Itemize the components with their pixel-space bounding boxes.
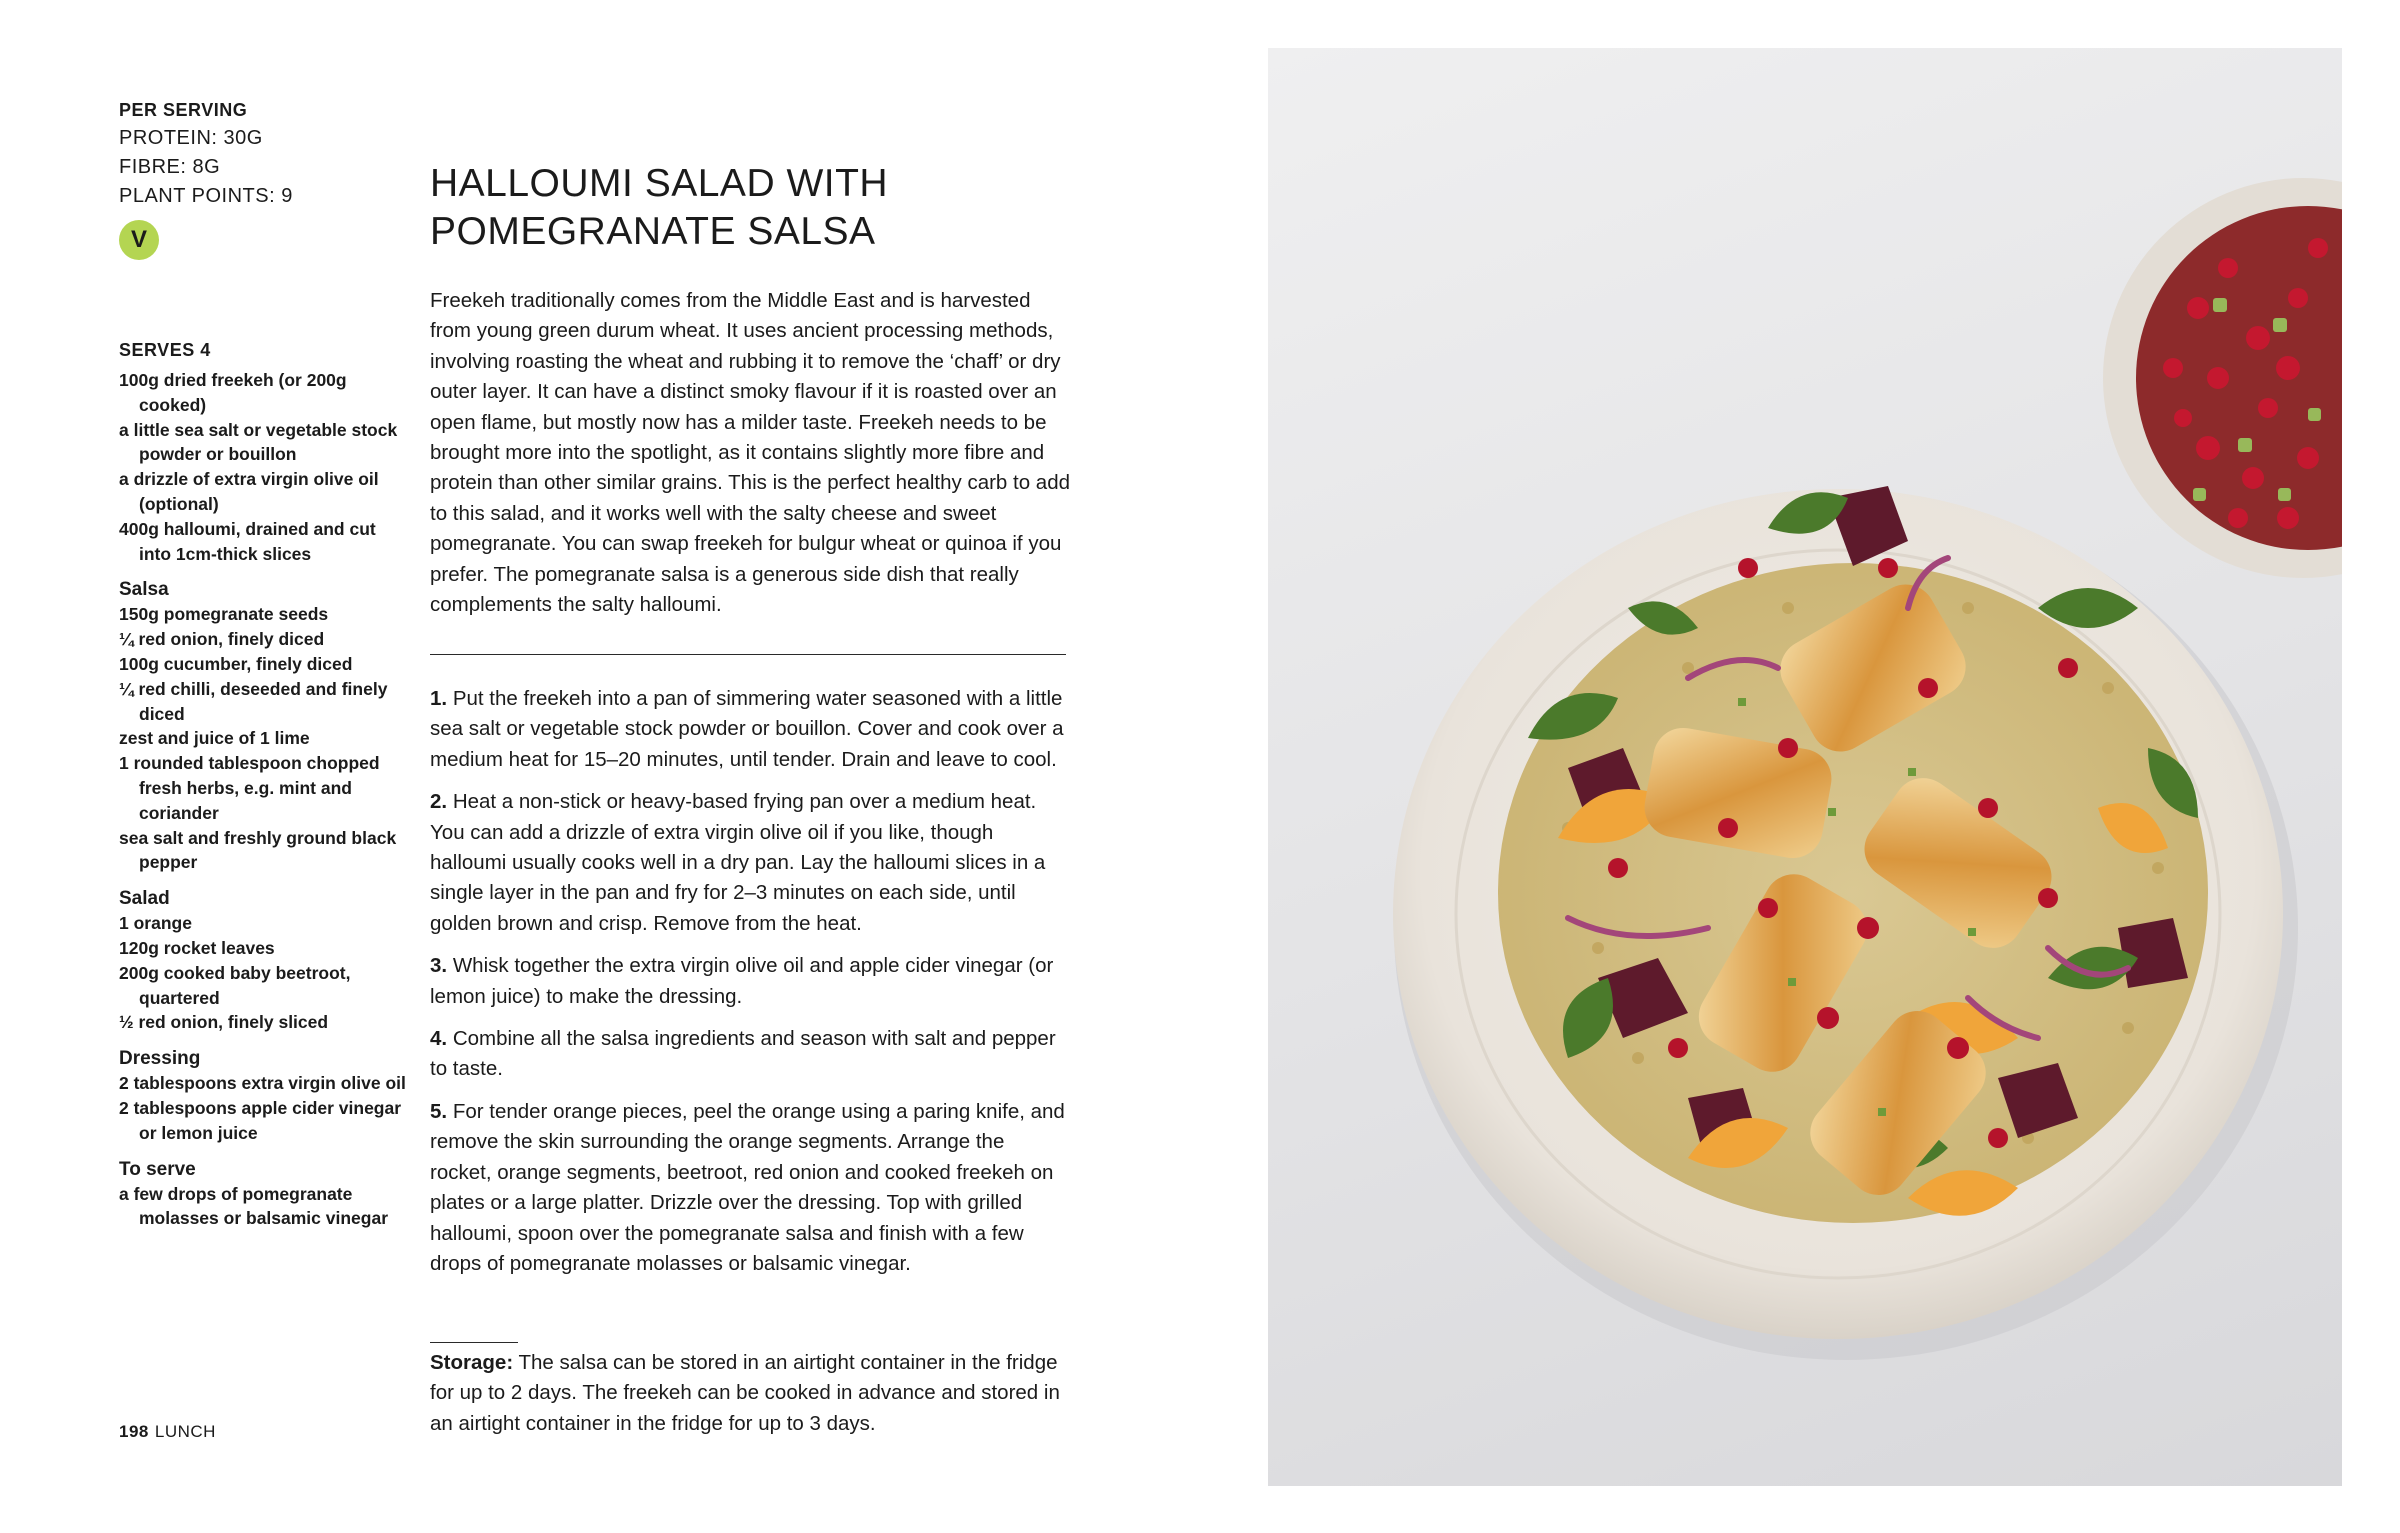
step-text: For tender orange pieces, peel the orange using a paring knife, and remove the skin surrounding the orange segments. Arrange the rocket, orange segments, beetroot, red onion and cooked freekeh on plates or a large platter. Drizzle over the dressing. Top with grilled halloumi, spoon over the pomegranate salsa and finish with a few drops of pomegranate molasses or balsamic vinegar.	[430, 1099, 1065, 1275]
ingredient-item: a few drops of pomegranate molasses or balsamic vinegar	[119, 1183, 389, 1229]
serves-heading: SERVES 4	[119, 340, 211, 360]
vegetarian-badge-icon: V	[119, 220, 159, 260]
title-line-2: POMEGRANATE SALSA	[430, 210, 876, 253]
storage-text: The salsa can be stored in an airtight container in the fridge for up to 2 days. The freekeh can be cooked in advance and stored in an airtight container in the fridge for up to 3 days.	[430, 1351, 1060, 1435]
ingredient-item: 200g cooked baby beetroot, quartered	[119, 962, 351, 1008]
step-text: Heat a non-stick or heavy-based frying pan over a medium heat. You can add a drizzle of extra virgin olive oil if you like, though halloumi usually cooks well in a dry pan. Lay the halloumi slices in a single layer in the pan and fry for 2–3 minutes on each side, until golden brown and crisp. Remove from the heat.	[430, 790, 1046, 935]
step-number: 1.	[430, 687, 448, 710]
ingredient-item: zest and juice of 1 lime	[119, 728, 310, 749]
fibre-line: FIBRE: 8G	[119, 156, 221, 178]
page-footer	[119, 1422, 216, 1442]
ingredient-item: sea salt and freshly ground black pepper	[119, 827, 397, 873]
method-step	[430, 787, 1070, 939]
recipe-title	[430, 160, 1070, 256]
salad-heading: Salad	[119, 888, 170, 910]
storage-label: Storage:	[430, 1351, 514, 1374]
page-number: 198	[119, 1422, 149, 1441]
ingredient-item: ½ red onion, finely sliced	[119, 1012, 329, 1033]
step-number: 5.	[430, 1099, 448, 1123]
ingredient-item: ¼ red chilli, deseeded and finely diced	[119, 678, 388, 724]
ingredient-item: 100g cucumber, finely diced	[119, 653, 353, 674]
ingredient-item: 2 tablespoons extra virgin olive oil	[119, 1073, 406, 1094]
section-name: LUNCH	[154, 1422, 216, 1441]
divider	[430, 654, 1066, 655]
ingredient-item: 150g pomegranate seeds	[119, 604, 329, 625]
to-serve-heading: To serve	[119, 1158, 196, 1180]
storage-note	[430, 1348, 1070, 1439]
method-step	[430, 1024, 1070, 1085]
recipe-photo	[1268, 48, 2342, 1486]
ingredient-item: 100g dried freekeh (or 200g cooked)	[119, 370, 347, 415]
method-step	[430, 1097, 1070, 1279]
step-text: Put the freekeh into a pan of simmering water seasoned with a little sea salt or vegetable stock powder or bouillon. Cover and cook over a medium heat for 15–20 minutes, until tender. Drain and leave to cool.	[430, 687, 1064, 771]
ingredient-item: ¼ red onion, finely diced	[119, 629, 325, 650]
main-ingredients	[119, 368, 409, 566]
dressing-heading: Dressing	[119, 1048, 201, 1070]
ingredient-item: a little sea salt or vegetable stock powder or bouillon	[119, 419, 398, 465]
ingredient-item: 2 tablespoons apple cider vinegar or lemon juice	[119, 1097, 402, 1143]
ingredients-list	[119, 336, 409, 1231]
salsa-ingredients	[119, 602, 409, 875]
ingredient-item: 400g halloumi, drained and cut into 1cm-thick slices	[119, 518, 376, 564]
protein-line: PROTEIN: 30G	[119, 127, 263, 149]
salsa-heading: Salsa	[119, 579, 169, 601]
method-steps	[430, 684, 1070, 1291]
step-number: 3.	[430, 954, 448, 978]
ingredient-item: a drizzle of extra virgin olive oil (optional)	[119, 469, 379, 514]
step-number: 2.	[430, 790, 448, 814]
step-text: Combine all the salsa ingredients and season with salt and pepper to taste.	[430, 1027, 1056, 1081]
step-text: Whisk together the extra virgin olive oil and apple cider vinegar (or lemon juice) to make the dressing.	[430, 954, 1054, 1008]
method-step	[430, 684, 1070, 775]
nutrition-panel	[119, 96, 379, 211]
dressing-ingredients	[119, 1071, 409, 1145]
ingredient-item: 1 orange	[119, 913, 192, 934]
ingredient-item: 1 rounded tablespoon chopped fresh herbs, e.g. mint and coriander	[119, 753, 380, 823]
salad-ingredients	[119, 911, 409, 1035]
storage-divider	[430, 1342, 518, 1343]
per-serving-heading: PER SERVING	[119, 100, 248, 120]
method-step	[430, 951, 1070, 1012]
recipe-intro: Freekeh traditionally comes from the Middle East and is harvested from young green durum wheat. It uses ancient processing methods, involving roasting the wheat and rubbing it to remove the ‘chaff’ or dry outer layer. It can have a distinct smoky flavour if it is roasted over an open flame, but mostly now has a milder taste. Freekeh needs to be brought more into the spotlight, as it contains slightly more fibre and protein than other similar grains. This is the perfect healthy carb to add to this salad, and it works well with the salty cheese and sweet pomegranate. You can swap freekeh for bulgur wheat or quinoa if you prefer. The pomegranate salsa is a generous side dish that really complements the salty halloumi.	[430, 289, 1071, 617]
step-number: 4.	[430, 1027, 448, 1051]
to-serve-ingredients	[119, 1182, 409, 1232]
salad-illustration	[1268, 48, 2342, 1486]
plant-points-line: PLANT POINTS: 9	[119, 185, 293, 207]
ingredient-item: 120g rocket leaves	[119, 937, 275, 958]
title-line-1: HALLOUMI SALAD WITH	[430, 162, 889, 205]
